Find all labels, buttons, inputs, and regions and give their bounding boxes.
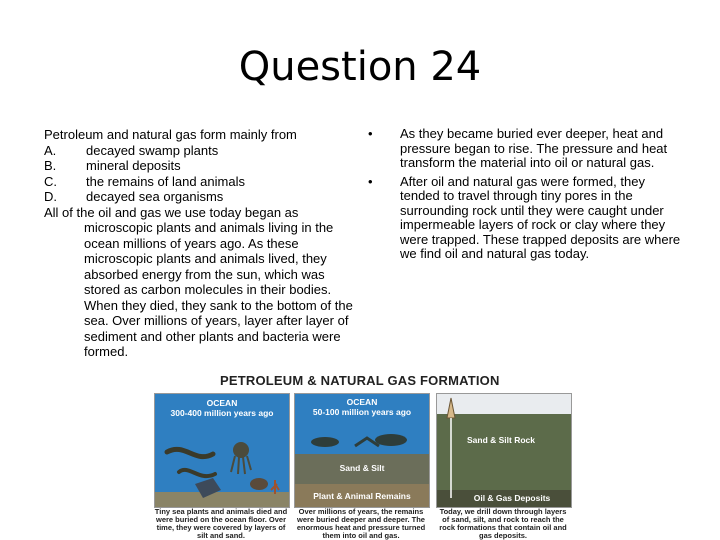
bullet-text: As they became buried ever deeper, heat and pressure began to rise. The pressure and heat transform the material into oil or natural gas. — [400, 126, 668, 170]
panel-drilling — [436, 393, 572, 508]
eel-icon — [179, 470, 215, 476]
ray-icon — [195, 478, 221, 498]
layer-label: Plant & Animal Remains — [313, 491, 411, 501]
explanation-first-line: All of the oil and gas we use today began as — [44, 204, 299, 220]
bullet-item — [368, 127, 688, 171]
panel-burial — [294, 393, 430, 508]
option-b — [44, 158, 364, 174]
option-letter: D. — [44, 189, 57, 204]
bullet-text: After oil and natural gas were formed, they tended to travel through tiny pores in the surrounding rock until they were caught under impermeable layers of rock or clay where they were trapped. These trapped deposits are where we find oil and natural gas today. — [400, 173, 681, 261]
tentacles-icon — [231, 456, 251, 474]
panel-caption: Tiny sea plants and animals died and were buried on the ocean floor. Over time, they were covered by layers of silt and sand. — [154, 507, 288, 540]
panel-caption: Over millions of years, the remains were buried deeper and deeper. The enormous heat and pressure turned them into oil and gas. — [296, 507, 426, 540]
ocean-label: OCEAN — [346, 397, 378, 407]
option-text: decayed swamp plants — [86, 142, 219, 158]
fish-icon — [311, 437, 339, 447]
option-text: decayed sea organisms — [86, 189, 224, 204]
bullet-symbol: • — [368, 126, 373, 141]
figure-title: PETROLEUM & NATURAL GAS FORMATION — [220, 373, 500, 388]
option-letter: A. — [44, 142, 57, 158]
slide-title: Question 24 — [238, 44, 482, 90]
option-c — [44, 174, 364, 190]
drill-rig-illustration — [437, 394, 571, 507]
worm-icon — [167, 449, 213, 456]
option-letter: C. — [44, 173, 57, 189]
derrick-icon — [447, 398, 455, 418]
question-block — [44, 127, 364, 360]
option-text: the remains of land animals — [86, 173, 245, 189]
option-letter: B. — [44, 158, 57, 173]
bullet-item — [368, 175, 688, 262]
squid-icon — [233, 442, 249, 458]
age-label: 50-100 million years ago — [312, 407, 412, 417]
ocean-label: OCEAN — [206, 398, 238, 408]
layer-label: Sand & Silt Rock — [467, 435, 536, 445]
bullet-list — [368, 127, 688, 266]
layer-label: Sand & Silt — [339, 463, 385, 473]
explanation-body: microscopic plants and animals living in the ocean millions of years ago. As these microscopic plants and animals lived, they absorbed energy from the sun, which was stored as carbon molecules in their bodies. When they died, they sank to the bottom of the sea. Over millions of years, layer after layer of sediment and other plants and bacteria were formed. — [84, 220, 353, 359]
layer-label: Oil & Gas Deposits — [473, 493, 551, 503]
panel-caption: Today, we drill down through layers of sand, silt, and rock to reach the rock formations that contain oil and gas deposits. — [439, 507, 567, 540]
question-stem: Petroleum and natural gas form mainly from — [44, 127, 297, 142]
option-text: mineral deposits — [86, 158, 181, 173]
panel-ancient-ocean — [154, 393, 290, 508]
coral-icon — [271, 480, 279, 494]
option-a — [44, 143, 364, 159]
formation-figure — [148, 367, 576, 540]
option-d — [44, 189, 364, 205]
age-label: 300-400 million years ago — [170, 408, 274, 418]
bullet-symbol: • — [368, 173, 373, 189]
sea-life-illustration — [155, 394, 289, 507]
crab-icon — [250, 478, 268, 490]
fish-icon — [375, 434, 407, 446]
